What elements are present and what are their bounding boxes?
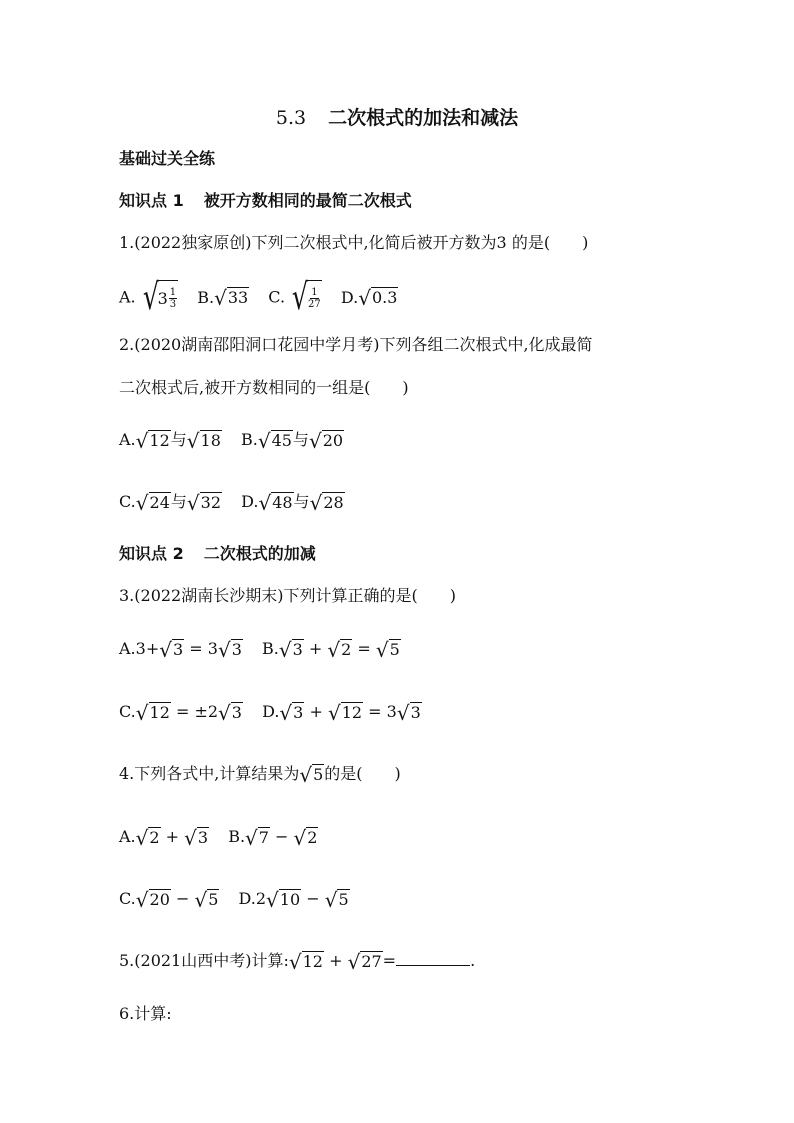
option-d: D. √ 0.3 — [340, 286, 398, 310]
option-c: C. √ 20 − √ 5 — [119, 887, 219, 912]
section-heading-1: 知识点 1 被开方数相同的最简二次根式 — [119, 191, 412, 210]
option-b: B. √ 3 + √ 2 = √ 5 — [261, 637, 400, 662]
question-4-stem: 4.下列各式中,计算结果为 √ 5 的是( ) — [119, 762, 401, 787]
question-6-stem: 6.计算: — [119, 1004, 172, 1023]
question-2-options-cd — [119, 491, 359, 514]
question-5: 5.(2021山西中考)计算: √ 12 + √ 27 = . — [119, 949, 476, 974]
question-2-options-ab — [119, 429, 358, 452]
question-1-stem: 1.(2022独家原创)下列二次根式中,化简后被开方数为3 的是( ) — [119, 233, 589, 252]
option-b: B. √ 7 − √ 2 — [228, 825, 318, 850]
option-a: A. √ 12 与 √ 18 — [119, 428, 221, 453]
option-a: A.3+ √ 3 = 3 √ 3 — [119, 637, 242, 662]
option-a: A. √ 3 $\frac{1}{3}$ — [119, 277, 177, 318]
option-d: D.2 √ 10 − √ 5 — [238, 887, 349, 912]
page-title — [0, 103, 794, 130]
option-a: A. √ 2 + √ 3 — [119, 825, 209, 850]
question-4-options-cd — [119, 888, 364, 911]
question-3-stem: 3.(2022湖南长沙期末)下列计算正确的是( ) — [119, 586, 456, 605]
question-2-stem-line2: 二次根式后,被开方数相同的一组是( ) — [119, 378, 409, 397]
option-b: B. √ 45 与 √ 20 — [240, 428, 344, 453]
option-c: C. √ 12 = ±2 √ 3 — [119, 700, 242, 725]
question-4-options-ab — [119, 826, 332, 849]
option-b: B. √ 33 — [197, 286, 249, 310]
option-d: D. √ 3 + √ 12 = 3 √ 3 — [262, 700, 421, 725]
option-d: D. √ 48 与 √ 28 — [241, 490, 344, 515]
option-c: C. √ $\frac{1}{27}$ — [268, 277, 321, 318]
section-heading-2: 知识点 2 二次根式的加减 — [119, 544, 316, 563]
question-3-options-ab — [119, 638, 415, 661]
option-c: C. √ 24 与 √ 32 — [119, 490, 221, 515]
answer-blank[interactable] — [396, 951, 470, 966]
section-number: 5.3 — [275, 107, 307, 129]
question-2-stem-line1: 2.(2020湖南邵阳洞口花园中学月考)下列各组二次根式中,化成最简 — [119, 335, 593, 354]
subtitle: 基础过关全练 — [119, 149, 216, 168]
question-3-options-cd — [119, 701, 436, 724]
title-text: 二次根式的加法和减法 — [328, 107, 519, 129]
question-1-options — [119, 277, 412, 318]
